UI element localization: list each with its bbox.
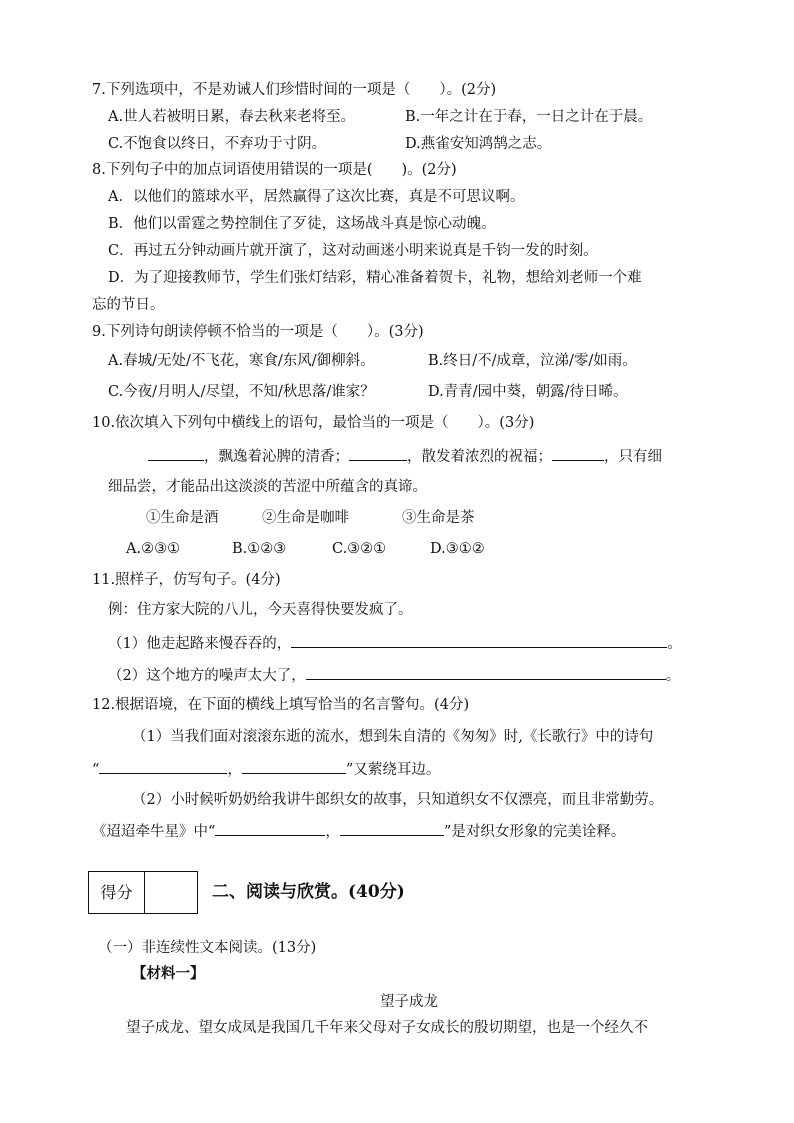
score-label: 得分 [89,872,145,913]
q12-item-1-tail: ”又萦绕耳边。 [345,762,441,778]
q8-option-d-line2: 忘的节日。 [92,297,165,313]
q10-sentence-line2: 细品尝，才能品出这淡淡的苦涩中所蕴含的真谛。 [108,479,427,495]
q11-item-2-end: 。 [665,668,681,684]
q8-option-a: A．以他们的篮球水平，居然赢得了这次比赛，真是不可思议啊。 [108,189,525,205]
q7-option-d: D.燕雀安知鸿鹄之志。 [405,136,552,152]
q12-item-2-prefix: 《迢迢牵牛星》中“ [92,824,216,840]
q12-blank-4[interactable] [340,820,444,836]
q11-item-1-end: 。 [667,636,682,652]
q12-item-1-line1: （1）当我们面对滚滚东逝的流水，想到朱自清的《匆匆》时,《长歌行》中的诗句 [132,729,654,745]
q9-option-d: D.青青/园中葵，朝露/待日晞。 [428,384,628,400]
q11-blank-2[interactable] [306,664,666,680]
q12-item-2-tail: ”是对织女形象的完美诠释。 [443,824,626,840]
q7-stem: 7.下列选项中，不是劝诫人们珍惜时间的一项是（ ）。(2分) [92,82,497,98]
part-title: （一）非连续性文本阅读。(13分) [98,940,317,956]
q9-option-c: C.今夜/月明人/尽望，不知/秋思落/谁家？ [108,384,375,400]
q7-option-a: A.世人若被明日累，春去秋来老将至。 [108,109,356,125]
q10-option-c: C.③②① [332,541,387,557]
q12-blank-3[interactable] [215,820,325,836]
section-title: 二、阅读与欣赏。(40分) [212,882,405,902]
q10-blank-1[interactable] [148,445,204,461]
q11-stem: 11.照样子，仿写句子。(4分) [92,572,281,588]
q8-option-b: B．他们以雷霆之势控制住了歹徒，这场战斗真是惊心动魄。 [108,216,496,232]
q11-item-2-text: （2）这个地方的噪声太大了， [108,668,306,684]
q10-option-a: A.②③① [126,541,181,557]
q12-item-1-line2 [92,758,440,780]
q10-phrase-3: ③生命是茶 [402,510,475,526]
q10-blank-2[interactable] [349,445,407,461]
q9-stem: 9.下列诗句朗读停顿不恰当的一项是（ ）。(3分) [92,324,424,340]
q7-option-b: B.一年之计在于春，一日之计在于晨。 [405,109,653,125]
q12-open-quote: “ [92,762,100,778]
q10-seg-1: ，飘逸着沁脾的清香； [204,449,349,465]
q12-item-2-line1: （2）小时候听奶奶给我讲牛郎织女的故事，只知道织女不仅漂亮，而且非常勤劳。 [132,792,664,808]
q8-option-c: C．再过五分钟动画片就开演了，这对动画迷小明来说真是千钧一发的时刻。 [108,243,598,259]
q12-comma-1: ， [227,762,242,778]
q12-stem: 12.根据语境，在下面的横线上填写恰当的名言警句。(4分) [92,697,470,713]
q12-item-2-line2 [92,820,625,842]
q10-blank-3[interactable] [552,445,604,461]
q10-seg-3: ，只有细 [604,449,662,465]
q10-option-d: D.③①② [430,541,485,557]
article-title: 望子成龙 [380,994,438,1010]
q9-option-a: A.春城/无处/不飞花，寒食/东风/御柳斜。 [108,353,375,369]
score-box [88,871,198,914]
q7-option-c: C.不饱食以终日，不弃功于寸阴。 [108,136,327,152]
material-label: 【材料一】 [132,965,205,982]
q10-option-b: B.①②③ [232,541,287,557]
q10-phrase-1: ①生命是酒 [146,510,219,526]
q8-stem: 8.下列句子中的加点词语使用错误的一项是( )。(2分) [92,162,457,178]
q11-blank-1[interactable] [291,632,667,648]
q11-item-2 [108,664,680,686]
q9-option-b: B.终日/不/成章，泣涕/零/如雨。 [428,353,637,369]
q11-example: 例：住方家大院的八儿，今天喜得快要发疯了。 [108,602,413,618]
q12-blank-2[interactable] [242,758,346,774]
q11-item-1-text: （1）他走起路来慢吞吞的， [108,636,292,652]
q10-phrase-2: ②生命是咖啡 [262,510,349,526]
q10-stem: 10.依次填入下列句中横线上的语句，最恰当的一项是（ ）。(3分) [92,415,535,431]
q10-seg-2: ，散发着浓烈的祝福； [407,449,552,465]
q10-sentence-line1 [148,445,662,467]
q12-blank-1[interactable] [99,758,227,774]
q8-option-d-line1: D．为了迎接教师节，学生们张灯结彩，精心准备着贺卡，礼物，想给刘老师一个难 [108,270,642,286]
q12-comma-2: ， [325,824,340,840]
article-paragraph: 望子成龙、望女成凤是我国几千年来父母对子女成长的殷切期望，也是一个经久不 [126,1020,648,1036]
q11-item-1 [108,632,682,654]
